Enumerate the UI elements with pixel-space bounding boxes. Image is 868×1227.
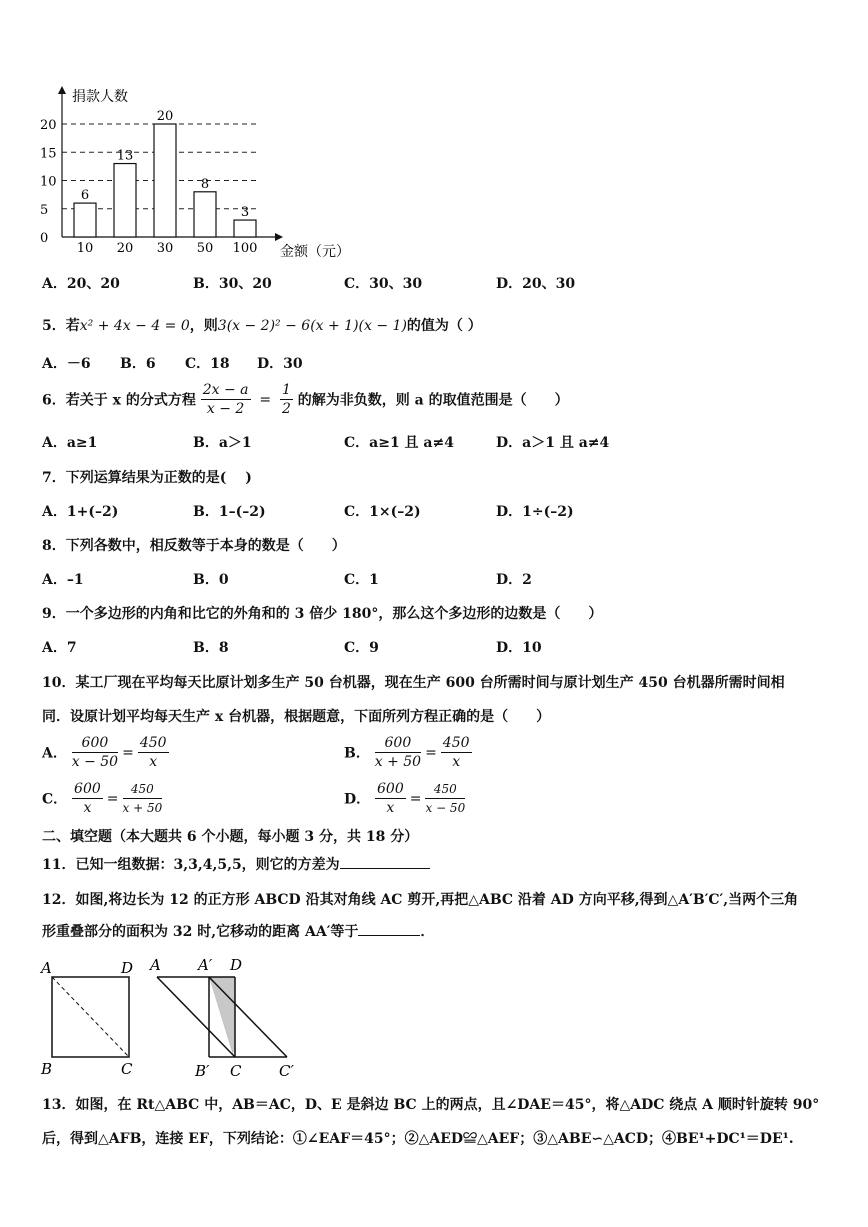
question-11: 11．已知一组数据：3,3,4,5,5，则它的方差为 (42, 854, 430, 874)
q10-option-d: D． $\frac{600}{x}$ = $\frac{450}{x - 50}$ (344, 781, 466, 816)
q9-option-b: B．8 (193, 640, 229, 656)
q10-option-b: B． $\frac{600}{x + 50}$ = $\frac{450}{x}$ (344, 735, 470, 770)
label-a-prime: A′ (198, 956, 213, 974)
label-d: D (121, 959, 134, 977)
q4-option-d: D．20、30 (496, 276, 576, 292)
x-tick-label: 20 (116, 241, 134, 256)
question-10-line-1: 10．某工厂现在平均每天比原计划多生产 50 台机器，现在生产 600 台所需时间与原计划生产 450 台机器所需时间相 (42, 675, 785, 691)
y-tick-label: 15 (40, 146, 57, 162)
q6-lhs-fraction: $\frac{2x - a}{x - 2}$ (202, 382, 249, 417)
q12-answer-blank (358, 935, 420, 936)
q5-option-a: A．－6 (42, 356, 91, 372)
bar (154, 124, 176, 237)
q5-option-b: B．6 (120, 356, 156, 372)
q6-rhs-fraction: $\frac{1}{2}$ (281, 382, 291, 417)
q8-option-b: B．0 (193, 572, 229, 588)
bar-value-label: 3 (240, 205, 250, 221)
bar-value-label: 20 (156, 109, 174, 124)
question-13-line-2: 后，得到△AFB，连接 EF，下列结论：①∠EAF＝45°；②△AED≌△AEF；③△ABE∽△ACD；④BE¹+DC¹＝DE¹. (42, 1131, 794, 1147)
q7-option-c: C．1×(–2) (344, 504, 421, 520)
question-10-line-2: 同．设原计划平均每天生产 x 台机器，根据题意，下面所列方程正确的是（ ） (42, 709, 551, 725)
q8-option-a: A．–1 (42, 572, 84, 588)
x-axis-label: 金额（元） (280, 244, 350, 260)
label-c2: C (230, 1062, 242, 1080)
question-12-line-2: 形重叠部分的面积为 32 时,它移动的距离 AA′等于 ． (42, 924, 435, 940)
q7-option-a: A．1+(–2) (42, 504, 119, 520)
q8-option-c: C．1 (344, 572, 379, 588)
q6-option-c: C．a≥1 且 a≠4 (344, 435, 454, 451)
q9-option-a: A．7 (42, 640, 77, 656)
q6-option-d: D．a＞1 且 a≠4 (496, 435, 610, 451)
x-tick-label: 10 (76, 241, 94, 256)
bar (194, 192, 216, 237)
q7-option-d: D．1÷(–2) (496, 504, 574, 520)
q9-option-d: D．10 (496, 640, 542, 656)
q5-option-c: C．18 (185, 356, 230, 372)
label-a2: A (150, 956, 161, 974)
bar (114, 164, 136, 237)
y-tick-label: 10 (40, 174, 57, 190)
label-b: B (41, 1060, 53, 1078)
y-tick-label: 0 (40, 231, 49, 246)
q6-option-a: A．a≥1 (42, 435, 98, 451)
question-6: 6．若关于 x 的分式方程 $\frac{2x - a}{x - 2}$ = $\frac{1}{2}$ 的解为非负数，则 a 的取值范围是（ ） (42, 382, 569, 417)
y-tick-label: 5 (40, 202, 49, 218)
y-tick-label: 20 (40, 118, 57, 133)
label-a: A (41, 959, 52, 977)
question-5: 5．若x² + 4x − 4 = 0，则3(x − 2)² − 6(x + 1)(x − 1)的值为（ ） (42, 318, 482, 334)
q10-option-c: C． $\frac{600}{x}$ = $\frac{450}{x + 50}$ (42, 781, 163, 816)
q8-option-d: D．2 (496, 572, 532, 588)
y-axis-arrow (58, 86, 66, 94)
q4-option-b: B．30、20 (193, 276, 272, 292)
bar-value-label: 8 (200, 176, 210, 192)
x-tick-label: 30 (156, 241, 174, 256)
question-9: 9．一个多边形的内角和比它的外角和的 3 倍少 180°，那么这个多边形的边数是（ ） (42, 606, 603, 622)
q4-option-a: A．20、20 (42, 276, 120, 292)
diagonal-ac (52, 977, 129, 1057)
bar-value-label: 6 (80, 188, 90, 204)
question-12-line-1: 12．如图,将边长为 12 的正方形 ABCD 沿其对角线 AC 剪开,再把△ABC 沿着 AD 方向平移,得到△A′B′C′,当两个三角 (42, 892, 799, 908)
q12-figures (35, 955, 335, 1085)
x-axis-arrow (275, 233, 283, 241)
q10-option-a: A． $\frac{600}{x - 50}$ = $\frac{450}{x}$ (42, 735, 167, 770)
donation-bar-chart (0, 80, 420, 265)
bar (234, 220, 256, 237)
label-c: C (121, 1060, 133, 1078)
x-tick-label: 100 (232, 241, 258, 256)
x-tick-label: 50 (196, 241, 214, 256)
label-b-prime: B′ (195, 1062, 210, 1080)
q5-option-d: D．30 (257, 356, 303, 372)
q11-answer-blank (340, 868, 430, 869)
section-2-heading: 二、填空题（本大题共 6 个小题，每小题 3 分，共 18 分） (42, 829, 419, 845)
question-13-line-1: 13．如图，在 Rt△ABC 中，AB＝AC，D、E 是斜边 BC 上的两点，且∠DAE＝45°，将△ADC 绕点 A 顺时针旋转 90° (42, 1097, 820, 1113)
q7-option-b: B．1–(–2) (193, 504, 266, 520)
q6-option-b: B．a＞1 (193, 435, 252, 451)
q4-option-c: C．30、30 (344, 276, 423, 292)
bar-value-label: 13 (116, 148, 134, 164)
question-8: 8．下列各数中，相反数等于本身的数是（ ） (42, 538, 346, 554)
label-d2: D (230, 956, 243, 974)
question-7: 7．下列运算结果为正数的是( ) (42, 470, 252, 486)
bar (74, 203, 96, 237)
q9-option-c: C．9 (344, 640, 379, 656)
label-c-prime: C′ (279, 1062, 294, 1080)
y-axis-label: 捐款人数 (72, 89, 128, 105)
